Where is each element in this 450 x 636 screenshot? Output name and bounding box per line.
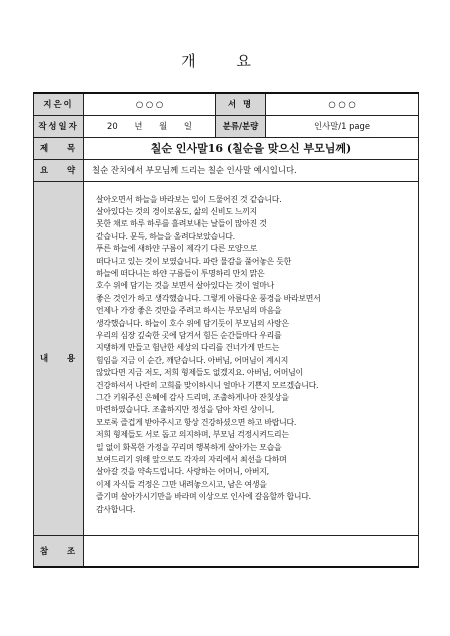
subject-value: 칠순 인사말16 (칠순을 맞으신 부모님께) <box>84 137 419 159</box>
author-value: ○ ○ ○ <box>84 93 216 115</box>
content-line: 그간 키워주신 은혜에 감사 드리며, 조출하게나마 잔칫상을 <box>96 393 289 402</box>
content-line: 않았다면 지금 저도, 저희 형제들도 없겠지요. 아버님, 어머님이 <box>96 368 303 378</box>
date-row <box>34 115 419 137</box>
content-line: 살아갈 것을 약속드립니다. 사랑하는 어머니, 아버지, <box>96 467 269 477</box>
content-line: 생각했습니다. 하늘이 호수 위에 담기듯이 부모님의 사랑은 <box>96 318 289 328</box>
content-line: 못한 채로 하루 하루를 흘려보내는 날들이 많아진 것 <box>96 219 267 229</box>
content-line: 보여드리기 위해 앞으로도 각자의 자리에서 최선을 다하며 <box>96 455 287 465</box>
content-line: 호수 위에 담기는 것을 보면서 살아있다는 것이 얼마나 <box>96 281 275 291</box>
content-line: 이제 자식들 걱정은 그만 내려놓으시고, 남은 여생을 <box>96 479 267 489</box>
content-line: 하늘에 떠다니는 하얀 구름들이 투명하리 만치 맑은 <box>96 268 265 278</box>
subject-label: 제 목 <box>34 137 84 159</box>
reference-value <box>84 535 419 567</box>
date-value: 20 년 월 일 <box>84 115 216 137</box>
content-line: 마련하였습니다. 조촐하지만 정성을 담아 차린 상이니, <box>96 405 275 415</box>
content-line: 저희 형제들도 서로 돕고 의지하며, 부모님 걱정시켜드리는 <box>96 430 289 440</box>
class-label: 서 명 <box>216 93 266 115</box>
summary-label: 요 약 <box>34 159 84 181</box>
content-line: 건강하셔서 나란히 고희를 맞이하시니 얼마나 기쁜지 모르겠습니다. <box>96 380 319 390</box>
summary-form <box>33 92 419 568</box>
content-line: 우리의 심장 깊숙한 곳에 담겨서 힘든 순간들마다 우리를 <box>96 330 282 340</box>
content-line: 푸른 하늘에 새하얀 구름이 제각기 다른 모양으로 <box>96 244 257 254</box>
reference-label: 참 조 <box>34 535 84 567</box>
category-label: 분류/분량 <box>216 115 266 137</box>
author-row <box>34 93 419 115</box>
summary-row <box>34 159 419 181</box>
date-label: 작성일자 <box>34 115 84 137</box>
content-line: 같습니다. 문득, 하늘을 올려다보았습니다. <box>96 231 235 241</box>
content-row <box>34 181 419 535</box>
content-line: 언제나 가장 좋은 것만을 주려고 하시는 부모님의 마음을 <box>96 306 282 316</box>
summary-value: 칠순 잔치에서 부모님께 드리는 칠순 인사말 예시입니다. <box>84 159 419 181</box>
reference-row <box>34 535 419 567</box>
content-line: 좋은 것인가 하고 생각했습니다. 그렇게 아름다운 풍경을 바라보면서 <box>96 293 321 303</box>
content-body <box>84 181 419 535</box>
class-value: ○ ○ ○ <box>266 93 419 115</box>
content-line: 모로록 즐겁게 받아주시고 항상 건강하셨으면 하고 바랍니다. <box>96 417 297 427</box>
category-value: 인사말/1 page <box>266 115 419 137</box>
content-line: 살아오면서 하늘을 바라보는 일이 드물어진 것 같습니다. <box>96 194 282 204</box>
content-label: 내 용 <box>34 181 84 535</box>
content-line: 감사합니다. <box>96 504 136 514</box>
author-label: 지은이 <box>34 93 84 115</box>
content-line: 즐기며 살아가시기만을 바라며 이상으로 인사에 갈음할까 합니다. <box>96 492 311 502</box>
content-line: 떠다니고 있는 것이 보였습니다. 파란 물감을 풀어놓은 듯한 <box>96 256 292 266</box>
content-line: 일 없이 화목한 가정을 꾸리며 행복하게 살아가는 모습을 <box>96 442 282 452</box>
content-line: 힘임을 지금 이 순간, 깨닫습니다. 아버님, 어머님이 계시지 <box>96 355 289 365</box>
subject-row <box>34 137 419 159</box>
document-title: 개 요 <box>181 52 269 70</box>
content-line: 살아있다는 것의 경이로움도, 삶의 신비도 느끼지 <box>96 206 257 216</box>
content-line: 지탱하게 만들고 험난한 세상의 다리를 건너가게 만드는 <box>96 343 280 353</box>
